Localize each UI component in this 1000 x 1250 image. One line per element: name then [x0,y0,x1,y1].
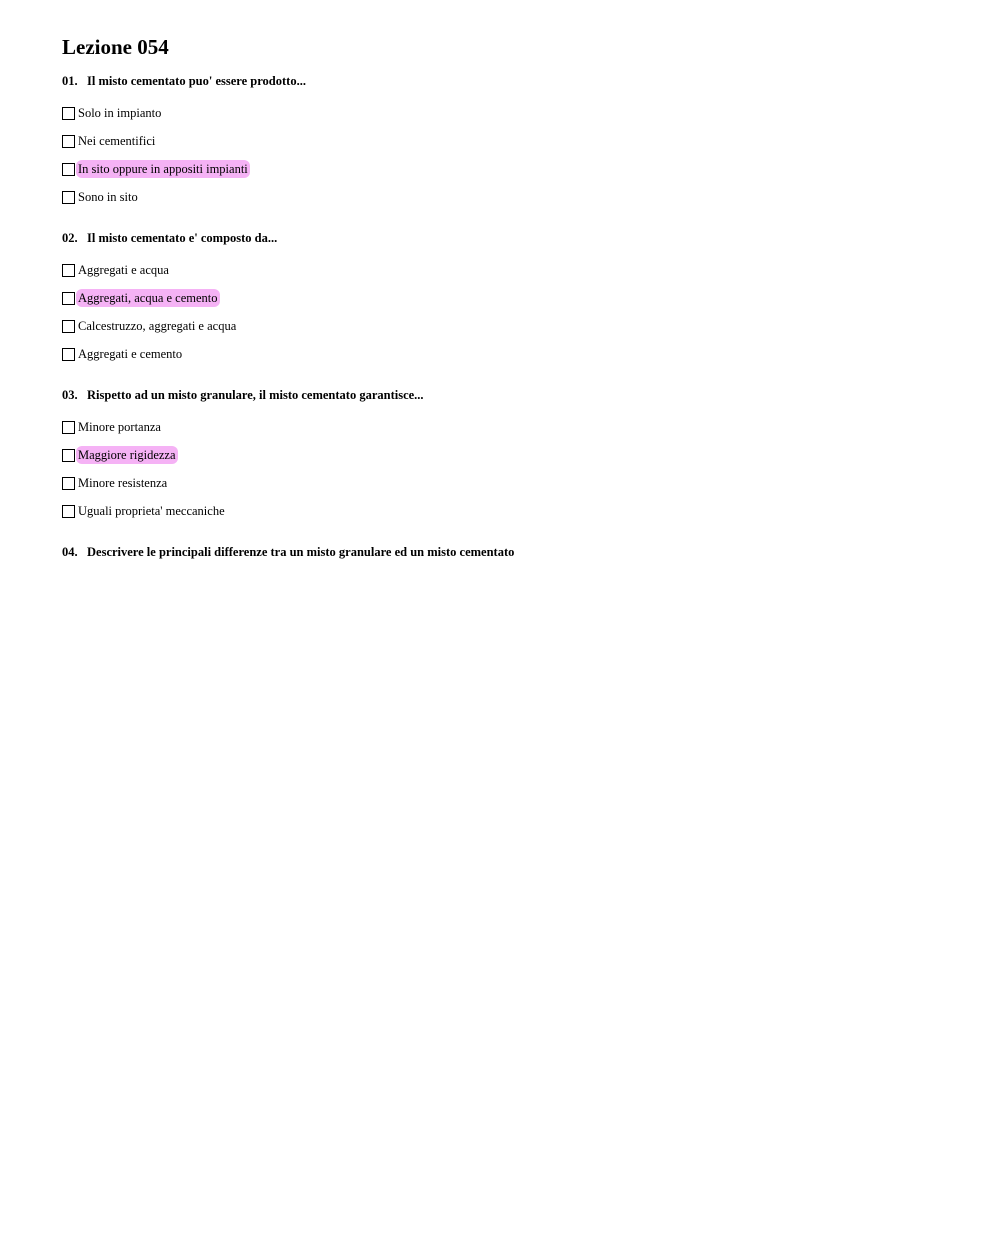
question-4 [62,544,962,560]
answer-label: Minore portanza [78,420,161,434]
answer-checkbox[interactable] [62,477,75,490]
answer-label-highlighted: In sito oppure in appositi impianti [78,162,248,176]
answer-option[interactable] [62,469,962,497]
question-3 [62,387,962,525]
question-number: 02. [62,231,78,245]
question-list [62,73,962,560]
answer-option[interactable] [62,99,962,127]
answer-checkbox[interactable] [62,191,75,204]
answer-option[interactable] [62,441,962,469]
answer-label: Calcestruzzo, aggregati e acqua [78,319,237,333]
answer-options [62,99,962,211]
question-number: 03. [62,388,78,402]
answer-label: Aggregati e cemento [78,347,183,361]
answer-checkbox[interactable] [62,292,75,305]
question-number: 01. [62,74,78,88]
question-heading [62,544,962,560]
answer-option[interactable] [62,183,962,211]
answer-option[interactable] [62,155,962,183]
question-2 [62,230,962,368]
answer-option[interactable] [62,284,962,312]
answer-label-highlighted: Maggiore rigidezza [78,448,176,462]
answer-checkbox[interactable] [62,320,75,333]
question-text: Descrivere le principali differenze tra un misto granulare ed un misto cementato [87,545,515,559]
question-heading [62,230,962,246]
answer-label: Nei cementifici [78,134,156,148]
answer-option[interactable] [62,127,962,155]
answer-options [62,256,962,368]
answer-label: Minore resistenza [78,476,168,490]
answer-option[interactable] [62,312,962,340]
answer-option[interactable] [62,340,962,368]
answer-checkbox[interactable] [62,264,75,277]
answer-checkbox[interactable] [62,505,75,518]
answer-checkbox[interactable] [62,348,75,361]
question-1 [62,73,962,211]
answer-checkbox[interactable] [62,135,75,148]
answer-option[interactable] [62,413,962,441]
answer-options [62,413,962,525]
question-number: 04. [62,545,78,559]
answer-label: Solo in impianto [78,106,162,120]
document-page [62,34,962,560]
answer-checkbox[interactable] [62,163,75,176]
lesson-title: Lezione 054 [62,35,169,59]
question-text: Il misto cementato puo' essere prodotto... [87,74,306,88]
answer-label: Uguali proprieta' meccaniche [78,504,225,518]
question-heading [62,387,962,403]
answer-checkbox[interactable] [62,449,75,462]
answer-label: Sono in sito [78,190,138,204]
question-text: Rispetto ad un misto granulare, il misto cementato garantisce... [87,388,424,402]
answer-label-highlighted: Aggregati, acqua e cemento [78,291,218,305]
answer-option[interactable] [62,256,962,284]
answer-checkbox[interactable] [62,107,75,120]
answer-label: Aggregati e acqua [78,263,169,277]
question-text: Il misto cementato e' composto da... [87,231,278,245]
answer-option[interactable] [62,497,962,525]
question-heading [62,73,962,89]
answer-checkbox[interactable] [62,421,75,434]
